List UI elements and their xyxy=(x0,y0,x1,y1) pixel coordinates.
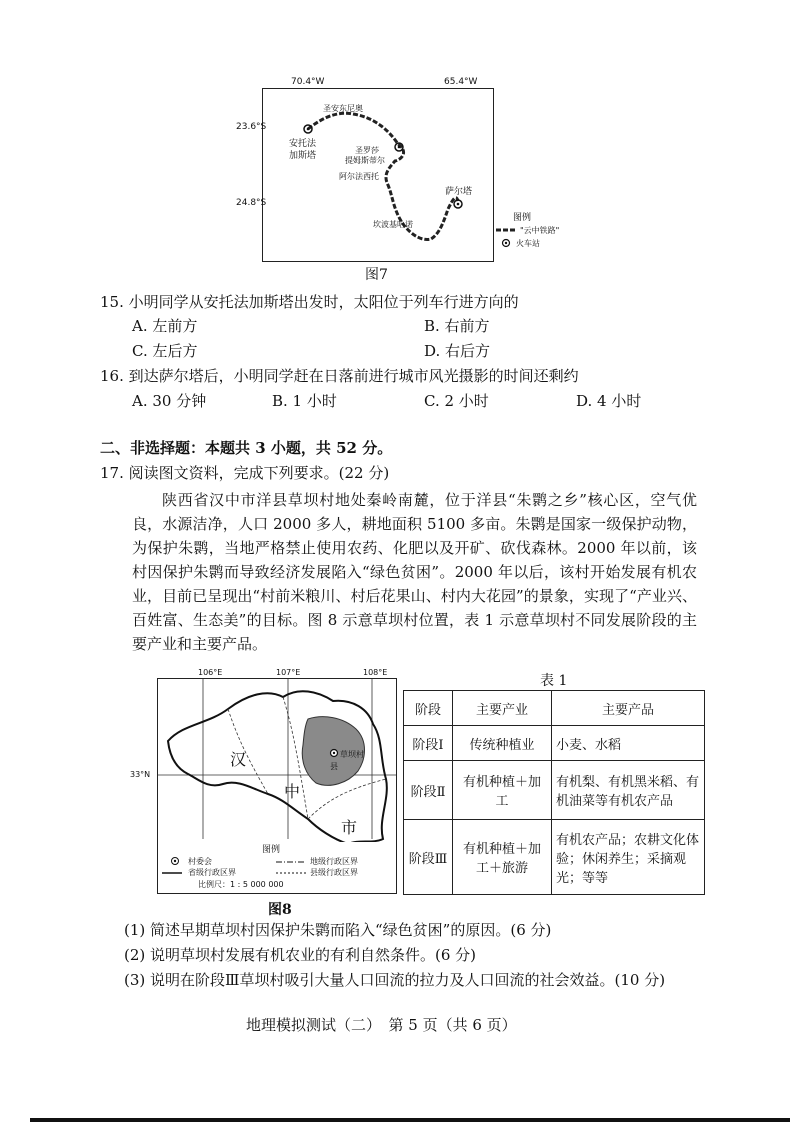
table-cell-industry: 有机种植＋加工 xyxy=(453,761,552,820)
fig7-lon-right: 65.4°W xyxy=(444,77,478,87)
fig8-label-han: 汉 xyxy=(230,750,247,769)
q15-option-a: A. 左前方 xyxy=(132,317,198,335)
page-footer: 地理模拟测试（二） 第 5 页（共 6 页） xyxy=(246,1016,517,1034)
figure-7 xyxy=(262,88,494,262)
fig8-scale: 比例尺：1 : 5 000 000 xyxy=(198,880,284,889)
table-cell-product: 有机农产品；农耕文化体验；休闲养生；采摘观光；等等 xyxy=(552,820,705,895)
fig7-lon-left: 70.4°W xyxy=(291,77,325,87)
fig8-lon-108: 108°E xyxy=(363,668,388,677)
q17-sub1: (1) 简述早期草坝村因保护朱鹮而陷入“绿色贫困”的原因。(6 分) xyxy=(124,921,552,939)
fig8-lon-107: 107°E xyxy=(276,668,301,677)
fig7-place-antofagasta-2: 加斯塔 xyxy=(289,151,317,161)
table-row xyxy=(404,820,705,895)
q15-option-d: D. 右后方 xyxy=(424,342,491,360)
fig8-label-village: 草坝村 xyxy=(340,750,364,759)
fig7-legend-station-symbol xyxy=(501,238,511,248)
q16-option-a: A. 30 分钟 xyxy=(132,392,207,410)
q17-sub3: (3) 说明在阶段Ⅲ草坝村吸引大量人口回流的拉力及人口回流的社会效益。(10 分) xyxy=(124,971,666,989)
q16-stem: 16. 到达萨尔塔后，小明同学赶在日落前进行城市风光摄影的时间还剩约 xyxy=(100,367,579,385)
fig8-legend xyxy=(158,842,394,890)
table-header-industry: 主要产业 xyxy=(453,691,552,726)
page-bottom-rule xyxy=(30,1118,790,1122)
q17-paragraph: 陕西省汉中市洋县草坝村地处秦岭南麓，位于洋县“朱鹮之乡”核心区，空气优良，水源洁净，人口 2000 多人，耕地面积 5100 多亩。朱鹮是国家一级保护动物，为保护朱鹮，当地严格禁止使用农药、化肥以及开矿、砍伐森林。2000 年以前，该村因保护朱鹮而导致经济发展陷入“绿色贫困”。2000 年以后，该村开始发展有机农业，目前已呈现出“村前米粮川、村后花果山、村内大花园”的景象，实现了“产业兴、百姓富、生态美”的目标。图 8 示意草坝村位置，表 1 示意草坝村不同发展阶段的主要产业和主要产品。 xyxy=(132,491,697,653)
fig8-legend-city: 地级行政区界 xyxy=(310,857,358,866)
q17-paragraph-block xyxy=(132,488,697,656)
table-header-row xyxy=(404,691,705,726)
fig7-place-antofagasta-1: 安托法 xyxy=(289,139,317,149)
table-cell-product: 有机梨、有机黑米稻、有机油菜等有机农产品 xyxy=(552,761,705,820)
fig7-place-salta: 萨尔塔 xyxy=(445,187,473,197)
table1-title: 表 1 xyxy=(540,673,568,689)
fig7-place-alfarcito: 阿尔法西托 xyxy=(339,172,379,181)
fig8-caption: 图8 xyxy=(268,902,292,918)
q15-option-b: B. 右前方 xyxy=(424,317,490,335)
fig8-label-shi: 市 xyxy=(341,818,358,837)
table-cell-industry: 传统种植业 xyxy=(453,726,552,761)
fig7-place-sanantonio: 圣安东尼奥 xyxy=(323,104,363,113)
fig8-legend-title: 图例 xyxy=(262,845,281,855)
fig7-place-sanrosa-1: 圣罗莎 xyxy=(355,146,379,155)
table-cell-stage: 阶段Ⅲ xyxy=(404,820,453,895)
table-row xyxy=(404,726,705,761)
q16-option-b: B. 1 小时 xyxy=(272,392,337,410)
fig8-lon-106: 106°E xyxy=(198,668,223,677)
fig8-lat-33: 33°N xyxy=(130,770,151,779)
table-row xyxy=(404,761,705,820)
fig7-legend-title: 图例 xyxy=(513,213,532,223)
fig7-place-sanrosa-2: 提姆斯蒂尔 xyxy=(345,156,385,165)
fig7-lat-bottom: 24.8°S xyxy=(236,198,267,208)
fig7-legend-rail: "云中铁路" xyxy=(520,226,560,235)
fig7-legend-station: 火车站 xyxy=(516,239,540,248)
table-1 xyxy=(403,690,705,895)
q17-sub2: (2) 说明草坝村发展有机农业的有利自然条件。(6 分) xyxy=(124,946,477,964)
table-header-stage: 阶段 xyxy=(404,691,453,726)
fig8-legend-prov-symbol xyxy=(162,871,182,875)
fig8-legend-county-symbol xyxy=(276,871,306,875)
fig7-legend-rail-symbol xyxy=(496,227,516,233)
fig7-lat-top: 23.6°S xyxy=(236,122,267,132)
fig7-place-campo: 坎波基哈诺 xyxy=(373,220,413,229)
fig8-legend-village: 村委会 xyxy=(188,857,212,866)
table-cell-industry: 有机种植＋加工＋旅游 xyxy=(453,820,552,895)
table-cell-product: 小麦、水稻 xyxy=(552,726,705,761)
fig8-legend-prov: 省级行政区界 xyxy=(188,868,236,877)
fig8-legend-county: 县级行政区界 xyxy=(310,868,358,877)
fig8-legend-village-symbol xyxy=(170,856,180,866)
table-cell-stage: 阶段Ⅰ xyxy=(404,726,453,761)
q15-stem: 15. 小明同学从安托法加斯塔出发时，太阳位于列车行进方向的 xyxy=(100,293,519,311)
table-header-product: 主要产品 xyxy=(552,691,705,726)
fig7-caption: 图7 xyxy=(365,267,388,283)
fig8-legend-city-symbol xyxy=(276,860,306,864)
q16-option-c: C. 2 小时 xyxy=(424,392,489,410)
q16-option-d: D. 4 小时 xyxy=(576,392,642,410)
section-2-heading: 二、非选择题：本题共 3 小题，共 52 分。 xyxy=(100,439,393,457)
fig8-label-county: 县 xyxy=(330,762,338,771)
table-cell-stage: 阶段Ⅱ xyxy=(404,761,453,820)
fig8-label-zhong: 中 xyxy=(284,782,301,801)
q15-option-c: C. 左后方 xyxy=(132,342,198,360)
q17-stem: 17. 阅读图文资料，完成下列要求。(22 分) xyxy=(100,464,390,482)
